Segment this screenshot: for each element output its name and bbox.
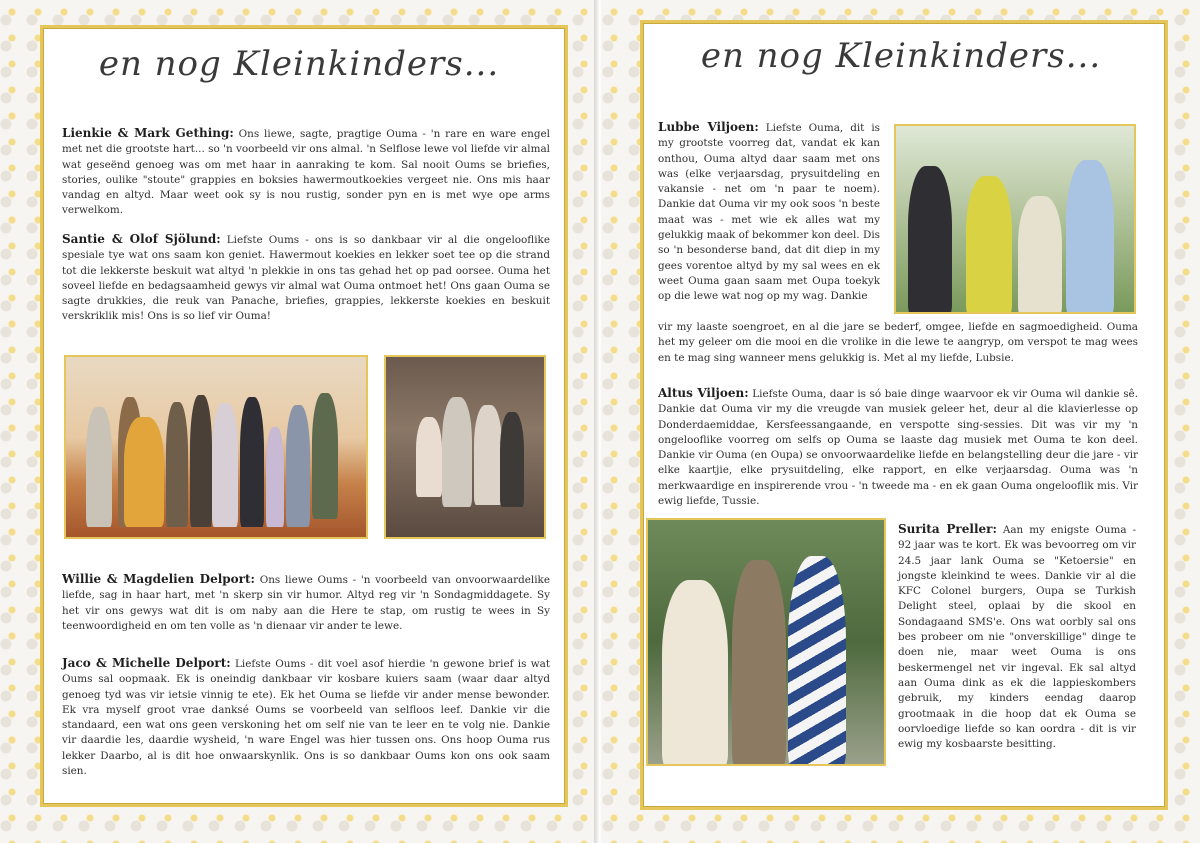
entry-text: Ons liewe, sagte, pragtige Ouma - 'n rare en ware engel met net die grootste hart... so 'n voorbeeld vir ons almal. 'n Selflose lewe vol liefde vir almal wat geseënd genoeg was om met haar in aanraking te kom. Sal nooit Oums se briefies, stories, oulike "stoute" grappies en boksies hawermoutkoekies vergeet nie. Ons mis haar vandag en altyd. Maar weet ook sy is nou rustig, sonder pyn en is met wye ope arms verwelkom. <box>62 128 550 217</box>
entry-jaco-michelle <box>62 656 550 779</box>
right-page <box>602 0 1200 843</box>
entry-name: Lubbe Viljoen: <box>658 120 759 134</box>
family-portrait-photo <box>384 355 546 539</box>
lubbe-family-photo <box>894 124 1136 314</box>
entry-name: Willie & Magdelien Delport: <box>62 572 255 586</box>
entry-name: Santie & Olof Sjölund: <box>62 232 221 246</box>
right-page-title: en nog Kleinkinders... <box>700 36 1102 76</box>
entry-text: Liefste Oums - ons is so dankbaar vir al die ongelooflike spesiale tye wat ons saam kon geniet. Hawermout koekies en lekker soet tee op die strand tot die lekkerste beskuit wat altyd 'n plekkie in ons tas gehad het op pad oorsee. Ouma het soveel liefde en bedagsaamheid gewys vir almal wat Ouma ontmoet het! Ons gaan Ouma se sagte drukkies, die reuk van Panache, briefies, grappies, lekkerste koekies en beskuit verskriklik mis! Ons is so lief vir Ouma! <box>62 234 550 323</box>
surita-family-photo <box>646 518 886 766</box>
entry-willie-magdelien <box>62 572 550 634</box>
family-group-photo <box>64 355 368 539</box>
left-page-title: en nog Kleinkinders... <box>98 44 500 84</box>
entry-santie-olof <box>62 232 550 325</box>
entry-altus <box>658 386 1138 509</box>
entry-lubbe-part1 <box>658 120 880 305</box>
left-page <box>0 0 598 843</box>
entry-lubbe-part2: vir my laaste soengroet, en al die jare se bederf, omgee, liefde en sagmoedigheid. Ouma het my geleer om die mooi en die vrolike in die lewe te aangryp, om verspot te mag wees en te mag sing wanneer mens gelukkig is. Met al my liefde, Lubsie. <box>658 321 1138 364</box>
entry-text: Aan my enigste Ouma - 92 jaar was te kort. Ek was bevoorreg om vir 24.5 jaar lank Ouma se "Ketoersie" en jongste kleinkind te wees. Dankie vir al die KFC Colonel burgers, Oupa se Turkish Delight steel, oplaai by die skool en Sondagaand SMS'e. Ons wat oorbly sal ons bes probeer om nie "onverskillige" dinge te doen nie, maar weet Ouma is ons beskermengel net vir ingeval. Ek sal altyd aan Ouma dink as ek die lappieskombers gebruik, my kinders eendag daarop grootmaak in die hoop dat ek Ouma se oorvloedige liefde so kan oordra - dit is vir ewig my kosbaarste besitting. <box>898 524 1136 751</box>
entry-text: Liefste Oums - dit voel asof hierdie 'n gewone brief is wat Oums sal oopmaak. Ek is oneindig dankbaar vir kosbare kuiers saam (waar daar altyd genoeg tyd was vir ietsie vinnig te ete). Ek het Ouma se liefde vir ander mense bewonder. Ek vra myself groot vrae danksé Oums se voorbeeld van selfloos leef. Dankie vir die standaard, een wat ons geen verskoning het om self nie van te leer en te volg nie. Dankie vir daardie les, daardie wysheid, 'n ware Engel was hier tussen ons. Ons hoop Ouma rus lekker Daarbo, al is dit hoe onwaarskynlik. Ons is so dankbaar Oums kon ons ook saam sien. <box>62 658 550 778</box>
entry-name: Altus Viljoen: <box>658 386 749 400</box>
entry-surita <box>898 522 1136 752</box>
entry-name: Lienkie & Mark Gething: <box>62 126 234 140</box>
entry-name: Jaco & Michelle Delport: <box>62 656 231 670</box>
entry-text: Liefste Ouma, dit is my grootste voorreg dat, vandat ek kan onthou, Ouma altyd daar saam met ons was (elke verjaarsdag, prysuitdeling en vakansie - net om 'n paar te noem). Dankie dat Ouma vir my ook soos 'n beste maat was - met wie ek alles wat my gelukkig maak of bekommer kon deel. Dis so 'n besonderse band, dat dit diep in my gees vorentoe altyd by my sal wees en ek weet Ouma gaan saam met Oupa toekyk op die lewe wat nog op my wag. Dankie <box>658 122 880 303</box>
entry-name: Surita Preller: <box>898 522 997 536</box>
entry-text: Liefste Ouma, daar is só baie dinge waarvoor ek vir Ouma wil dankie sê. Dankie dat Ouma vir my die vreugde van musiek geleer het, deur al die klavierlesse op Donderdaemiddae, Kersfeessangaande, en verspotte sing-sessies. Dit was vir my 'n ongelooflike voorreg om selfs op Ouma se laaste dag musiek met Ouma te kon deel. Dankie vir Ouma (en Oupa) se onvoorwaardelike liefde en belangstelling deur die jare - vir elke kaartjie, elke prysuitdeling, elke rapport, en elke verjaarsdag. Ouma was 'n merkwaardige en inspirerende vrou - 'n tweede ma - en ek gaan Ouma ongelooflik mis. Vir ewig liefde, Tussie. <box>658 388 1139 508</box>
entry-lienkie-mark <box>62 126 550 219</box>
entry-text: Ons liewe Oums - 'n voorbeeld van onvoorwaardelike liefde, sag in haar hart, met 'n skerp sin vir humor. Altyd reg vir 'n Sondagmiddagete. Sy het vir ons gewys wat dit is om naby aan die Here te stap, om rustig te wees in Sy teenwoordigheid en om ten volle as 'n dienaar vir ander te lewe. <box>62 574 550 632</box>
